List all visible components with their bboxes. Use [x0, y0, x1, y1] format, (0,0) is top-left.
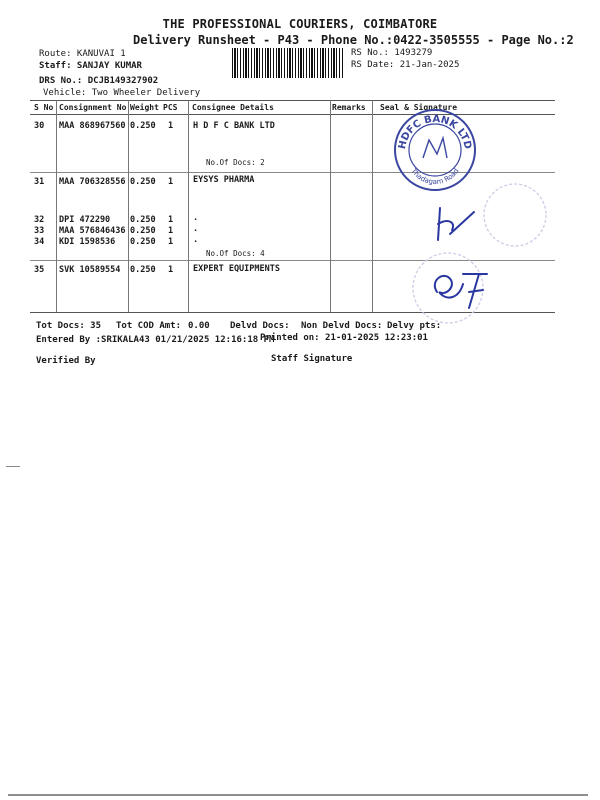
- row-consignment: MAA 576846436: [59, 226, 126, 236]
- row-sno: 30: [34, 121, 45, 131]
- faint-seal-mark: [480, 180, 550, 250]
- scan-edge-line: [8, 794, 588, 796]
- row-sno: 34: [34, 237, 45, 247]
- row-pcs: 1: [168, 177, 174, 187]
- total-docs: Tot Docs: 35: [36, 321, 102, 331]
- row-consignment: KDI 1598536: [59, 237, 116, 247]
- row-sno: 32: [34, 215, 45, 225]
- row-consignment: MAA 868967560: [59, 121, 126, 131]
- verified-by: Verified By: [36, 356, 96, 366]
- printed-on: Printed on: 21-01-2025 12:23:01: [260, 333, 428, 343]
- company-name: THE PROFESSIONAL COURIERS, COIMBATORE: [162, 17, 438, 31]
- docs-note: No.Of Docs: 4: [206, 249, 265, 258]
- row-pcs: 1: [168, 226, 174, 236]
- row-weight: 0.250: [130, 237, 156, 247]
- signature-mark: [425, 262, 495, 322]
- row-weight: 0.250: [130, 226, 156, 236]
- barcode: [232, 48, 344, 78]
- row-consignment: DPI 472290: [59, 215, 111, 225]
- row-pcs: 1: [168, 121, 174, 131]
- staff-signature: Staff Signature: [271, 354, 353, 364]
- row-pcs: 1: [168, 265, 174, 275]
- col-header-sno: S No: [34, 103, 54, 112]
- total-cod-value: 0.00: [188, 321, 210, 331]
- row-consignment: SVK 10589554: [59, 265, 121, 275]
- col-header-remarks: Remarks: [332, 103, 366, 112]
- row-weight: 0.250: [130, 265, 156, 275]
- row-weight: 0.250: [130, 215, 156, 225]
- row-weight: 0.250: [130, 177, 156, 187]
- row-consignee: .: [193, 235, 199, 245]
- row-sno: 31: [34, 177, 45, 187]
- col-header-consignment: Consignment No: [59, 103, 127, 112]
- seal-bottom-text: Thadagam Road: [409, 167, 461, 187]
- row-pcs: 1: [168, 237, 174, 247]
- runsheet-title: Delivery Runsheet - P43 - Phone No.:0422-3505555 - Page No.:2: [133, 33, 574, 47]
- vehicle: Vehicle: Two Wheeler Delivery: [43, 88, 201, 98]
- row-consignee: .: [193, 213, 199, 223]
- row-consignee: H D F C BANK LTD: [193, 121, 275, 131]
- row-consignee: EYSYS PHARMA: [193, 175, 255, 185]
- delivered-docs: Delvd Docs:: [230, 321, 290, 331]
- row-weight: 0.250: [130, 121, 156, 131]
- docs-note: No.Of Docs: 2: [206, 158, 265, 167]
- col-header-weight: Weight: [130, 103, 159, 112]
- row-sno: 35: [34, 265, 45, 275]
- row-consignment: MAA 706328556: [59, 177, 126, 187]
- drs-number: DRS No.: DCJB149327902: [39, 76, 159, 86]
- col-header-pcs: PCS: [163, 103, 178, 112]
- row-consignee: EXPERT EQUIPMENTS: [193, 264, 280, 274]
- non-delivered-docs: Non Delvd Docs:: [301, 321, 383, 331]
- row-sno: 33: [34, 226, 45, 236]
- seal-top-text: HDFC BANK LTD: [397, 113, 473, 151]
- total-cod-label: Tot COD Amt:: [116, 321, 182, 331]
- col-header-consignee: Consignee Details: [192, 103, 274, 112]
- hdfc-bank-seal: [393, 108, 477, 192]
- rs-date: RS Date: 21-Jan-2025: [351, 60, 460, 70]
- row-consignee: .: [193, 224, 199, 234]
- row-pcs: 1: [168, 215, 174, 225]
- staff: Staff: SANJAY KUMAR: [39, 61, 142, 71]
- signature-mark: [430, 200, 490, 245]
- route: Route: KANUVAI 1: [39, 49, 126, 59]
- scan-artifact: [6, 466, 20, 467]
- delivery-points: Delvy pts:: [387, 321, 442, 331]
- col-header-seal: Seal & Signature: [380, 103, 458, 112]
- rs-number: RS No.: 1493279: [351, 48, 433, 58]
- entered-by: Entered By :SRIKALA43 01/21/2025 12:16:18 PM: [36, 335, 275, 345]
